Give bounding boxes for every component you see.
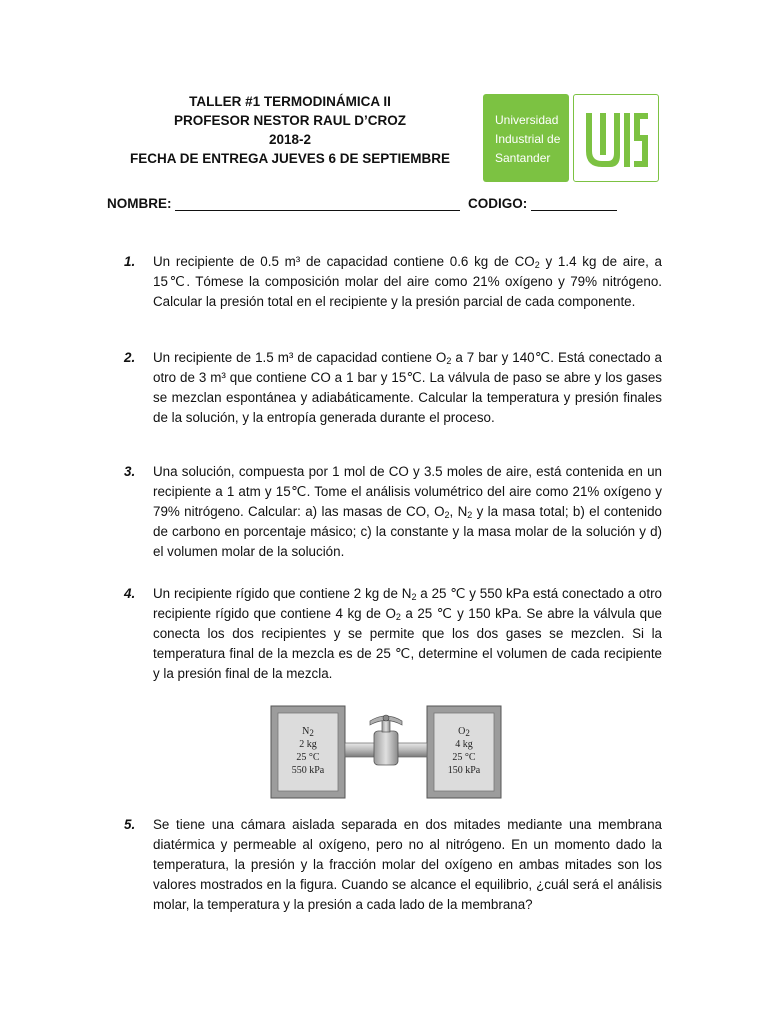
document-title: TALLER #1 TERMODINÁMICA II [189, 94, 391, 109]
problem-text: Un recipiente rígido que contiene 2 kg de $N_2$ a 25 ℃ y 550 kPa está conectado a otro recipiente rígido que contiene 4 kg de $O_2$ a 25 ℃ y 150 kPa. Se abre la válvula que conecta los dos recipientes y se permite que los dos gases se mezclen. Si la temperatura final de la mezcla es de 25 ℃, determine el volumen de cada recipiente y la presión final de la mezcla. [153, 586, 663, 681]
left-mass: 2 kg [299, 739, 317, 750]
logo-text-line2: Industrial de [495, 132, 561, 146]
two-tanks-figure [270, 705, 502, 800]
valve-icon [374, 731, 398, 765]
logo-text-line1: Universidad [495, 113, 559, 127]
left-tank-label [279, 725, 337, 777]
name-label: NOMBRE: [107, 196, 172, 211]
problem-number: 3. [124, 464, 136, 479]
problem-number: 1. [124, 254, 136, 269]
due-date: FECHA DE ENTREGA JUEVES 6 DE SEPTIEMBRE [129, 151, 451, 166]
left-gas: $N_2$ [302, 726, 314, 738]
problem-2 [124, 348, 662, 428]
problem-1 [124, 252, 662, 312]
problem-number: 5. [124, 817, 136, 832]
right-tank-label [435, 725, 493, 777]
right-pressure: 150 kPa [447, 765, 481, 776]
right-gas: $O_2$ [458, 726, 470, 738]
problem-4 [124, 584, 662, 684]
problem-3 [124, 462, 662, 562]
right-mass: 4 kg [455, 739, 473, 750]
problem-number: 4. [124, 586, 136, 601]
semester: 2018-2 [268, 132, 312, 147]
student-info-row [107, 196, 617, 211]
name-field[interactable] [175, 197, 460, 211]
document-header [100, 92, 480, 168]
right-temp: 25 °C [452, 752, 476, 763]
problem-text: Un recipiente de 0.5 m³ de capacidad contiene 0.6 kg de $CO_2$ y 1.4 kg de aire, a 15℃. Tómese la composición molar del aire como 21% oxígeno y 79% nitrógeno. Calcular la presión total en el recipiente y la presión parcial de cada componente. [153, 254, 662, 309]
code-field[interactable] [531, 197, 617, 211]
problem-number: 2. [124, 350, 136, 365]
left-temp: 25 °C [296, 752, 320, 763]
professor-name: PROFESOR NESTOR RAUL D’CROZ [173, 113, 407, 128]
code-label: CODIGO: [468, 196, 528, 211]
problem-text: Una solución, compuesta por 1 mol de CO y 3.5 moles de aire, está contenida en un recipiente a 1 atm y 15℃. Tome el análisis volumétrico del aire como 21% oxígeno y 79% nitrógeno. Calcular: a) las masas de CO, $O_2$, $N_2$ y la masa total; b) el contenido de carbono en porcentaje másico; c) la constante y la masa molar de la solución y d) el volumen molar de la solución. [153, 464, 662, 559]
problem-text: Un recipiente de 1.5 m³ de capacidad contiene $O_2$ a 7 bar y 140℃. Está conectado a otro de 3 m³ que contiene CO a 1 bar y 15℃. La válvula de paso se abre y los gases se mezclan espontánea y adiabáticamente. Calcular la temperatura y presión finales de la solución, y la entropía generada durante el proceso. [153, 350, 662, 425]
uis-emblem-icon [573, 94, 659, 182]
left-pressure: 550 kPa [291, 765, 325, 776]
university-name-block [483, 94, 569, 182]
university-logo [483, 94, 659, 184]
problem-5 [124, 815, 662, 915]
logo-text-line3: Santander [495, 151, 551, 165]
problem-text: Se tiene una cámara aislada separada en dos mitades mediante una membrana diatérmica y permeable al oxígeno, pero no al nitrógeno. En un momento dado la temperatura, la presión y la fracción molar del oxígeno en ambas mitades son los valores mostrados en la figura. Cuando se alcance el equilibrio, ¿cuál será el análisis molar, la temperatura y la presión a cada lado de la membrana? [153, 817, 662, 912]
